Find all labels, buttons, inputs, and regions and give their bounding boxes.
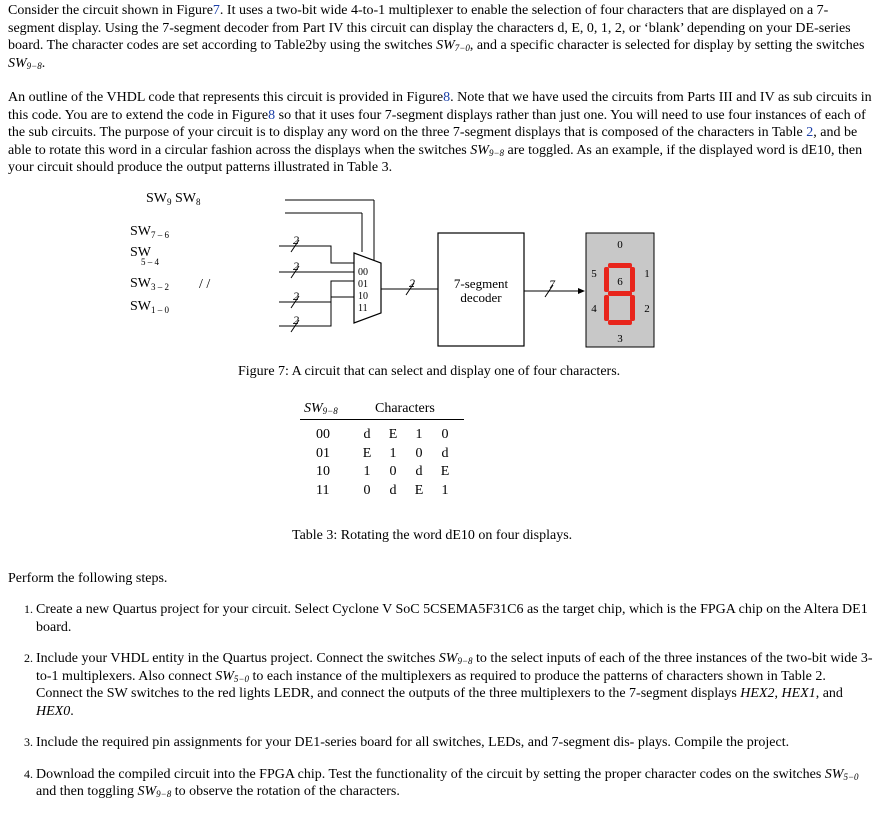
step-item xyxy=(24,601,874,636)
segment-label: 4 xyxy=(591,303,597,315)
steps-list xyxy=(24,601,874,815)
text: and then toggling xyxy=(36,784,138,799)
switch-label: $SW_{5-0}$ xyxy=(215,668,249,684)
select-value: 00 xyxy=(316,427,330,442)
switch-label: $SW_{9-8}$ xyxy=(8,55,42,71)
hex-label: HEX1 xyxy=(781,686,816,701)
text: . xyxy=(70,703,74,719)
mux-code: 01 xyxy=(358,279,368,290)
figure-ref-link[interactable]: 7 xyxy=(212,3,220,18)
character: 0 xyxy=(389,464,397,479)
character: E xyxy=(362,445,372,461)
text: , and a specific character is selected for display by setting the switches xyxy=(469,38,865,53)
decoder-label: 7-segment xyxy=(453,276,509,291)
text: to observe the rotation of the characters. xyxy=(171,784,400,799)
character: 1 xyxy=(363,464,371,479)
table-row xyxy=(300,457,464,479)
text: . xyxy=(41,55,46,71)
rotation-table xyxy=(300,401,464,498)
segment-label: 0 xyxy=(617,239,623,251)
character: d xyxy=(389,482,397,498)
figure-ref-link[interactable]: 8 xyxy=(268,107,276,123)
text: are toggled. As an example, if the displayed word is dE10, then your circuit should produce the output patterns illustrated in Table 3. xyxy=(8,142,863,175)
step-number: 4. xyxy=(24,766,33,781)
character: E xyxy=(388,427,398,442)
step-item xyxy=(24,734,874,752)
select-label: $SW_9$ $SW_8$ xyxy=(146,191,201,207)
arrow-head-icon xyxy=(578,288,585,294)
table-row xyxy=(300,439,464,461)
text: Include the required pin assignments for your DE1-series board for all switches, LEDs, and 7-segment dis- plays. Compile the project. xyxy=(36,735,790,750)
hex-label: HEX2 xyxy=(740,686,775,701)
text: to each instance of the multiplexers as required to produce the patterns of characters shown in Table 2. Connect the SW switches to the red lights LEDR, and connect the outputs of the three multiplexers to the 7-segment displays xyxy=(36,668,826,701)
switch-label: $SW_{9-8}$ xyxy=(470,142,505,158)
input-bus-2 xyxy=(279,281,354,302)
step-number: 2. xyxy=(24,651,33,665)
column-header-characters: Characters xyxy=(375,401,435,416)
character: E xyxy=(440,464,450,479)
segment-0 xyxy=(608,263,632,268)
stray-marks: / / xyxy=(199,277,211,292)
segment-1 xyxy=(630,267,635,292)
segment-label: 6 xyxy=(617,276,623,288)
steps-intro: Perform the following steps. xyxy=(8,571,168,586)
character: 0 xyxy=(415,445,423,461)
switch-label: $SW_{5-0}$ xyxy=(824,766,859,782)
figure-ref-link[interactable]: 8 xyxy=(443,90,451,105)
bus-width-label: 2 xyxy=(293,289,299,303)
table-ref-link[interactable]: 2 xyxy=(806,125,814,140)
select-value: 11 xyxy=(316,482,330,498)
segment-label: 3 xyxy=(617,333,623,345)
text: to the select inputs of each of the three instances of the two-bit wide 3-to-1 multiplexers. Also connect xyxy=(36,651,873,684)
input-label-sw5-4: SW 5 – 4 xyxy=(130,245,159,267)
step-item xyxy=(24,766,874,801)
step-number: 1. xyxy=(24,602,33,616)
text: Consider the circuit shown in Figure xyxy=(8,3,213,18)
character: 0 xyxy=(441,427,449,442)
text: , and xyxy=(815,686,843,701)
character: d xyxy=(415,464,423,479)
bus-width-label: 2 xyxy=(293,313,299,327)
segment-label: 1 xyxy=(644,268,650,280)
switch-label: $SW_{9-8}$ xyxy=(137,784,172,799)
bus-width-label: 7 xyxy=(549,277,555,291)
select-value: 10 xyxy=(316,464,330,479)
input-bus-0 xyxy=(279,246,354,263)
character: 1 xyxy=(389,445,397,461)
segment-label: 5 xyxy=(591,268,597,280)
text: , and be able to rotate this word in a circular fashion across the displays when the switches xyxy=(8,125,858,158)
character: 1 xyxy=(441,482,449,498)
text: so that it uses four 7-segment displays rather than just one. You will need to use four instances of each of the sub circuits. The purpose of your circuit is to display any word on the three 7-segment displays that is composed of the characters in Table xyxy=(8,107,866,140)
segment-2 xyxy=(630,295,635,321)
mux-code: 10 xyxy=(358,291,368,302)
character: d xyxy=(441,445,449,461)
character: E xyxy=(414,482,424,498)
intro-paragraph-1 xyxy=(8,2,874,72)
segment-3 xyxy=(608,320,632,325)
figure-7-caption: Figure 7: A circuit that can select and display one of four characters. xyxy=(238,364,621,379)
text: , xyxy=(774,686,782,701)
table-row xyxy=(300,476,464,498)
column-header-select: $SW_{9-8}$ xyxy=(304,401,338,416)
text: . It uses a two-bit wide 4-to-1 multiplexer to enable the selection of four characters that are displayed on a 7-segment display. Using the 7-segment decoder from Part IV this circuit can display the characters d, E, 0, 1, 2, or ‘blank’ depending on your DE-series board. The character codes are set according to Table2by using the switches xyxy=(8,3,851,53)
text: An outline of the VHDL code that represents this circuit is provided in Figure xyxy=(8,90,444,105)
character: 0 xyxy=(363,482,371,498)
step-number: 3. xyxy=(24,735,33,749)
table-row xyxy=(300,420,464,442)
mux-code: 00 xyxy=(358,267,368,278)
text: . Note that we have used the circuits from Parts III and IV as sub circuits in this code. You are to extend the code in Figure xyxy=(8,90,872,123)
text: Download the compiled circuit into the FPGA chip. Test the functionality of the circuit by setting the proper character codes on the switches xyxy=(36,766,825,782)
bus-width-label: 2 xyxy=(293,259,299,273)
character: d xyxy=(363,427,371,442)
select-value: 01 xyxy=(316,445,330,461)
text: Include your VHDL entity in the Quartus project. Connect the switches xyxy=(36,651,439,666)
switch-label: $SW_{7-0}$ xyxy=(436,38,470,53)
character: 1 xyxy=(415,427,423,442)
table-header xyxy=(300,401,464,419)
segment-label: 2 xyxy=(644,303,650,315)
input-label-sw3-2: $SW_{3 - 2}$ xyxy=(130,276,169,292)
bus-width-label: 2 xyxy=(409,276,415,290)
decoder-label: decoder xyxy=(460,290,502,305)
table-3-caption: Table 3: Rotating the word dE10 on four displays. xyxy=(292,528,573,543)
text: Create a new Quartus project for your circuit. Select Cyclone V SoC 5CSEMA5F31C6 as the target chip, which is the FPGA chip on the Altera DE1 board. xyxy=(36,602,868,635)
input-bus-3 xyxy=(279,297,354,326)
switch-label: $SW_{9-8}$ xyxy=(438,651,473,666)
intro-paragraph-2 xyxy=(8,89,874,177)
input-label-sw1-0: $SW_{1 - 0}$ xyxy=(130,299,169,315)
segment-4 xyxy=(604,295,609,321)
segment-5 xyxy=(604,267,609,292)
mux-code: 11 xyxy=(358,303,368,314)
input-label-sw7-6: $SW_{7 - 6}$ xyxy=(130,224,169,240)
bus-width-label: 2 xyxy=(293,233,299,247)
hex-label: HEX0 xyxy=(36,703,71,719)
segment-6 xyxy=(608,291,632,296)
figure-7-circuit-diagram xyxy=(0,185,884,370)
step-item xyxy=(24,650,874,720)
